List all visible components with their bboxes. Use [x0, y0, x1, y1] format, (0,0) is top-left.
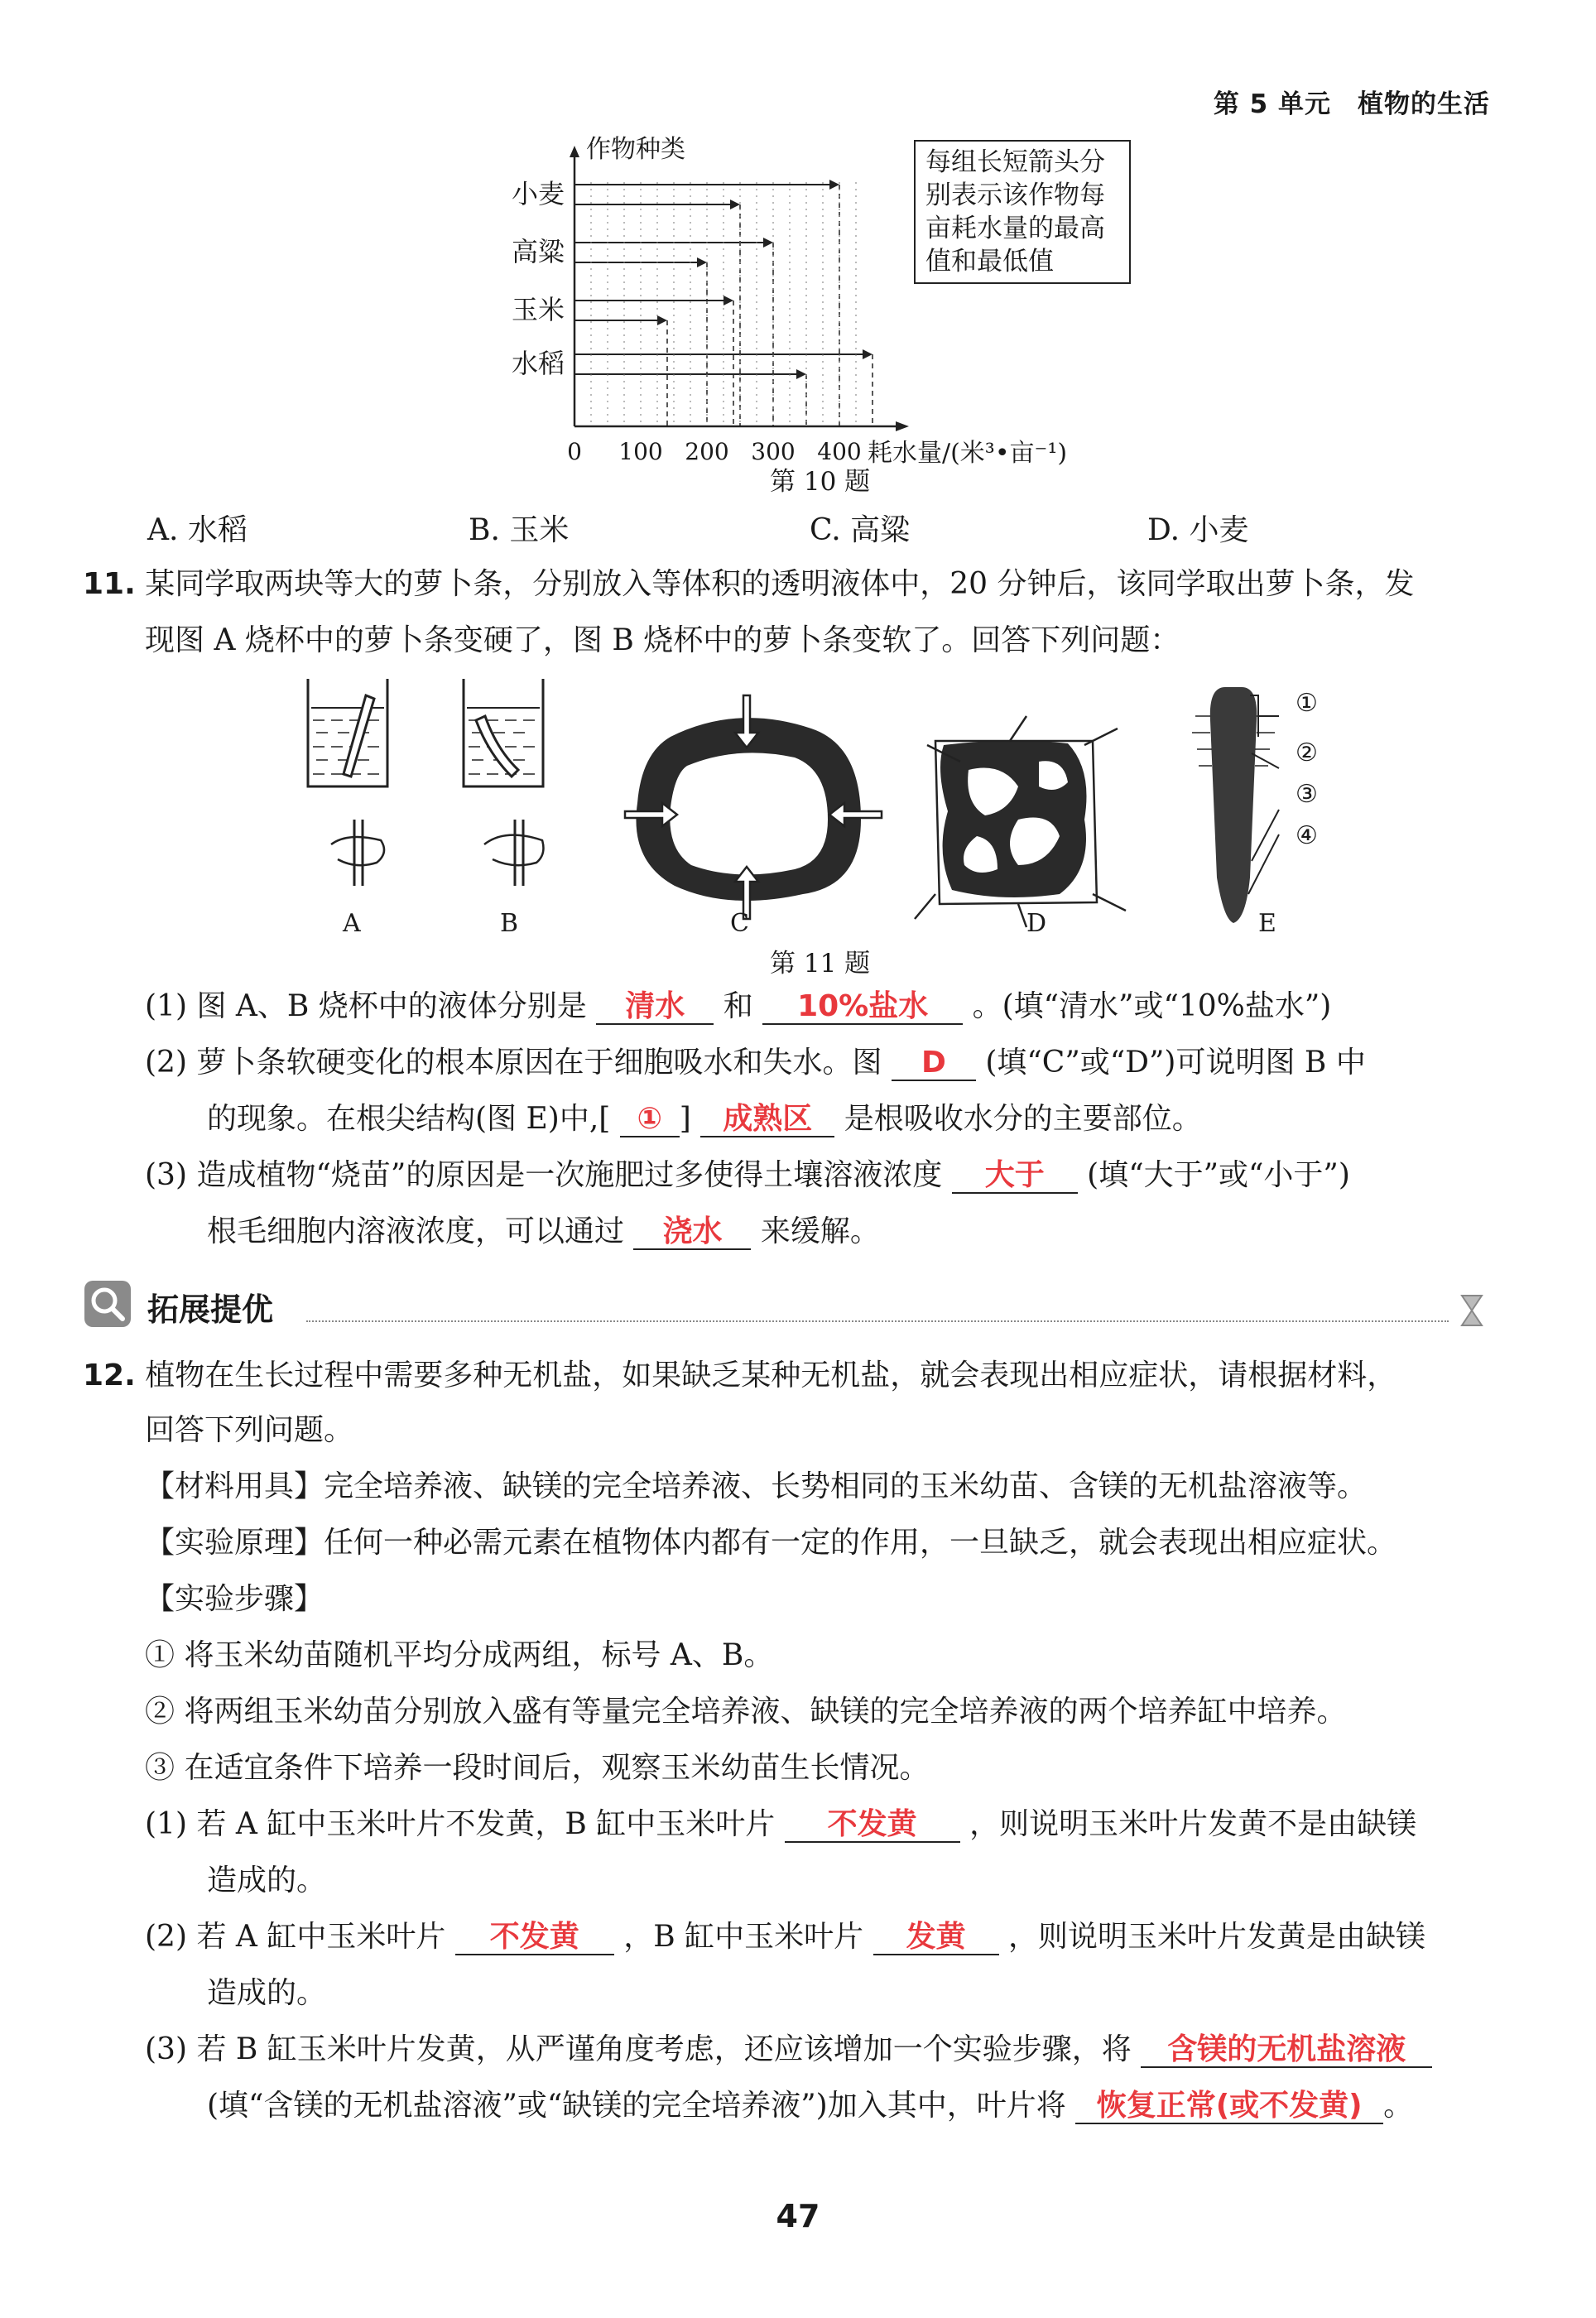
range-arrow-head [863, 349, 873, 359]
beaker-a-figure [308, 679, 387, 886]
q11-answer-zone[interactable]: 成熟区 [700, 1103, 834, 1137]
q11-answer-remedy[interactable]: 浇水 [633, 1215, 751, 1250]
q11-stem-line1 [83, 566, 1415, 603]
section-divider [306, 1320, 1449, 1322]
q12-step-1: ① 将玉米幼苗随机平均分成两组，标号 A、B。 [145, 1638, 774, 1672]
q12-answer-part2-a[interactable]: 不发黄 [455, 1921, 614, 1955]
x-axis-label: 耗水量/(米³•亩⁻¹) [868, 439, 1068, 468]
q12-answer-part2-b[interactable]: 发黄 [873, 1921, 999, 1955]
q12-stem-text1: 植物在生长过程中需要多种无机盐，如果缺乏某种无机盐，就会表现出相应症状，请根据材料， [145, 1359, 1397, 1392]
q11-part2-line1 [145, 1045, 1366, 1081]
range-arrow-head [763, 238, 773, 248]
q12-answer-part3-b[interactable]: 恢复正常(或不发黄) [1075, 2090, 1383, 2124]
q12-part3-text-b: (填“含镁的无机盐溶液”或“缺镁的完全培养液”)加入其中，叶片将 [207, 2089, 1066, 2123]
q10-option-d[interactable]: D. 小麦 [1147, 513, 1249, 547]
x-tick-label: 200 [685, 438, 729, 465]
root-label-4: ④ [1296, 821, 1318, 850]
legend-note-line: 别表示该作物每 [925, 180, 1105, 210]
q11-part3-text-d: 来缓解。 [760, 1214, 880, 1248]
q11-answer-figure[interactable]: D [892, 1046, 976, 1081]
q11-answer-number[interactable]: ① [620, 1103, 680, 1137]
q12-part1-line1 [145, 1806, 1416, 1843]
q12-part2-line1 [145, 1919, 1425, 1955]
q12-stem-line1 [83, 1358, 1396, 1394]
q11-part1-text-c: 。(填“清水”或“10%盐水”) [972, 989, 1332, 1023]
root-label-2: ② [1296, 738, 1318, 767]
q11-part3-text-a: (3) 造成植物“烧苗”的原因是一次施肥过多使得土壤溶液浓度 [145, 1158, 943, 1192]
q12-part2-text-b: ，B 缸中玉米叶片 [623, 1920, 864, 1954]
range-arrow-head [796, 369, 806, 379]
unit-header: 第 5 单元 植物的生活 [1213, 89, 1490, 119]
q11-answer-concentration[interactable]: 大于 [952, 1159, 1078, 1194]
q10-option-c[interactable]: C. 高粱 [810, 513, 911, 547]
y-axis-label: 作物种类 [586, 135, 685, 164]
q12-part1-line2: 造成的。 [207, 1864, 327, 1897]
q12-part3-line2 [207, 2088, 1413, 2124]
q12-step-2: ② 将两组玉米幼苗分别放入盛有等量完全培养液、缺镁的完全培养液的两个培养缸中培养。 [145, 1695, 1347, 1729]
root-label-1: ① [1296, 689, 1318, 718]
q11-part2-line2 [207, 1101, 1202, 1137]
category-label: 高粱 [511, 236, 565, 267]
root-tip-e-figure [1192, 687, 1279, 923]
q11-part2-text-b: (填“C”或“D”)可说明图 B 中 [985, 1046, 1366, 1080]
x-tick-label: 100 [618, 438, 663, 465]
section-title: 拓展提优 [147, 1291, 274, 1328]
q11-part1-text-a: (1) 图 A、B 烧杯中的液体分别是 [145, 989, 587, 1023]
figure-label-a: A [343, 909, 361, 938]
q11-part2-text-a: (2) 萝卜条软硬变化的根本原因在于细胞吸水和失水。图 [145, 1046, 882, 1080]
q11-part1 [145, 988, 1331, 1025]
q11-number: 11. [83, 567, 136, 601]
legend-note-line: 亩耗水量的最高 [925, 214, 1105, 243]
range-arrow-head [730, 200, 740, 209]
q12-part1-text-b: ，则说明玉米叶片发黄不是由缺镁 [969, 1807, 1417, 1841]
q12-answer-part1[interactable]: 不发黄 [785, 1808, 960, 1843]
q11-caption: 第 11 题 [770, 949, 871, 979]
q11-answer-liquid-b[interactable]: 10%盐水 [762, 990, 963, 1025]
q12-part3-line1 [145, 2032, 1432, 2068]
q12-part2-line2: 造成的。 [207, 1976, 327, 2010]
q11-part3-line2 [207, 1214, 880, 1250]
range-arrow-head [697, 257, 707, 267]
q10-caption: 第 10 题 [770, 467, 871, 497]
q11-answer-liquid-a[interactable]: 清水 [596, 990, 714, 1025]
figure-label-b: B [500, 909, 519, 938]
q11-part3-line1 [145, 1157, 1350, 1194]
hourglass-icon [1457, 1294, 1487, 1327]
q10-option-b[interactable]: B. 玉米 [469, 513, 570, 547]
search-icon [83, 1279, 132, 1329]
q11-stem-text1: 某同学取两块等大的萝卜条，分别放入等体积的透明液体中，20 分钟后，该同学取出萝卜条，发 [145, 567, 1415, 601]
x-axis-arrow [896, 421, 909, 431]
q11-part2-text-c: 的现象。在根尖结构(图 E)中,[ [207, 1102, 611, 1136]
beaker-b-figure [464, 679, 543, 886]
q12-step-3: ③ 在适宜条件下培养一段时间后，观察玉米幼苗生长情况。 [145, 1751, 930, 1785]
q12-part3-text-a: (3) 若 B 缸玉米叶片发黄，从严谨角度考虑，还应该增加一个实验步骤，将 [145, 2032, 1132, 2066]
q12-part3-text-c: 。 [1383, 2089, 1414, 2123]
q12-answer-part3-a[interactable]: 含镁的无机盐溶液 [1141, 2033, 1432, 2068]
cell-c-figure [625, 695, 882, 919]
cell-d-figure [915, 716, 1126, 927]
page-number: 47 [776, 2198, 820, 2234]
q11-figure [298, 671, 1358, 944]
q12-part2-text-a: (2) 若 A 缸中玉米叶片 [145, 1920, 446, 1954]
section-header [83, 1279, 1490, 1329]
range-arrow-head [829, 180, 839, 190]
range-arrow-head [657, 315, 667, 325]
q12-part1-text-a: (1) 若 A 缸中玉米叶片不发黄，B 缸中玉米叶片 [145, 1807, 776, 1841]
figure-label-c: C [730, 909, 749, 938]
legend-note-line: 每组长短箭头分 [925, 147, 1105, 177]
q12-steps-title: 【实验步骤】 [145, 1582, 324, 1616]
q10-chart [497, 124, 1142, 497]
q12-stem-line2: 回答下列问题。 [145, 1413, 354, 1447]
q11-part1-text-b: 和 [723, 989, 753, 1023]
category-label: 小麦 [511, 178, 565, 209]
category-label: 玉米 [511, 294, 565, 325]
root-label-3: ③ [1296, 780, 1318, 809]
q11-part3-text-c: 根毛细胞内溶液浓度，可以通过 [207, 1214, 625, 1248]
q10-option-a[interactable]: A. 水稻 [147, 513, 248, 547]
q11-part2-text-d: ] [679, 1102, 691, 1136]
legend-note-line: 值和最低值 [925, 247, 1054, 277]
q12-principle: 【实验原理】任何一种必需元素在植物体内都有一定的作用，一旦缺乏，就会表现出相应症状。 [145, 1526, 1397, 1560]
range-arrow-head [723, 296, 733, 305]
figure-label-d: D [1026, 909, 1047, 938]
q11-part3-text-b: (填“大于”或“小于”) [1087, 1158, 1350, 1192]
x-tick-label: 0 [567, 438, 582, 465]
q12-part2-text-c: ，则说明玉米叶片发黄是由缺镁 [1008, 1920, 1426, 1954]
category-label: 水稻 [511, 348, 565, 379]
q12-number: 12. [83, 1359, 136, 1392]
figure-label-e: E [1258, 909, 1276, 938]
q11-stem-line2: 现图 A 烧杯中的萝卜条变硬了，图 B 烧杯中的萝卜条变软了。回答下列问题： [145, 623, 1180, 657]
q12-materials: 【材料用具】完全培养液、缺镁的完全培养液、长势相同的玉米幼苗、含镁的无机盐溶液等。 [145, 1469, 1368, 1503]
q11-part2-text-e: 是根吸收水分的主要部位。 [844, 1102, 1202, 1136]
x-tick-label: 400 [817, 438, 862, 465]
y-axis-arrow [570, 146, 579, 157]
x-tick-label: 300 [751, 438, 796, 465]
